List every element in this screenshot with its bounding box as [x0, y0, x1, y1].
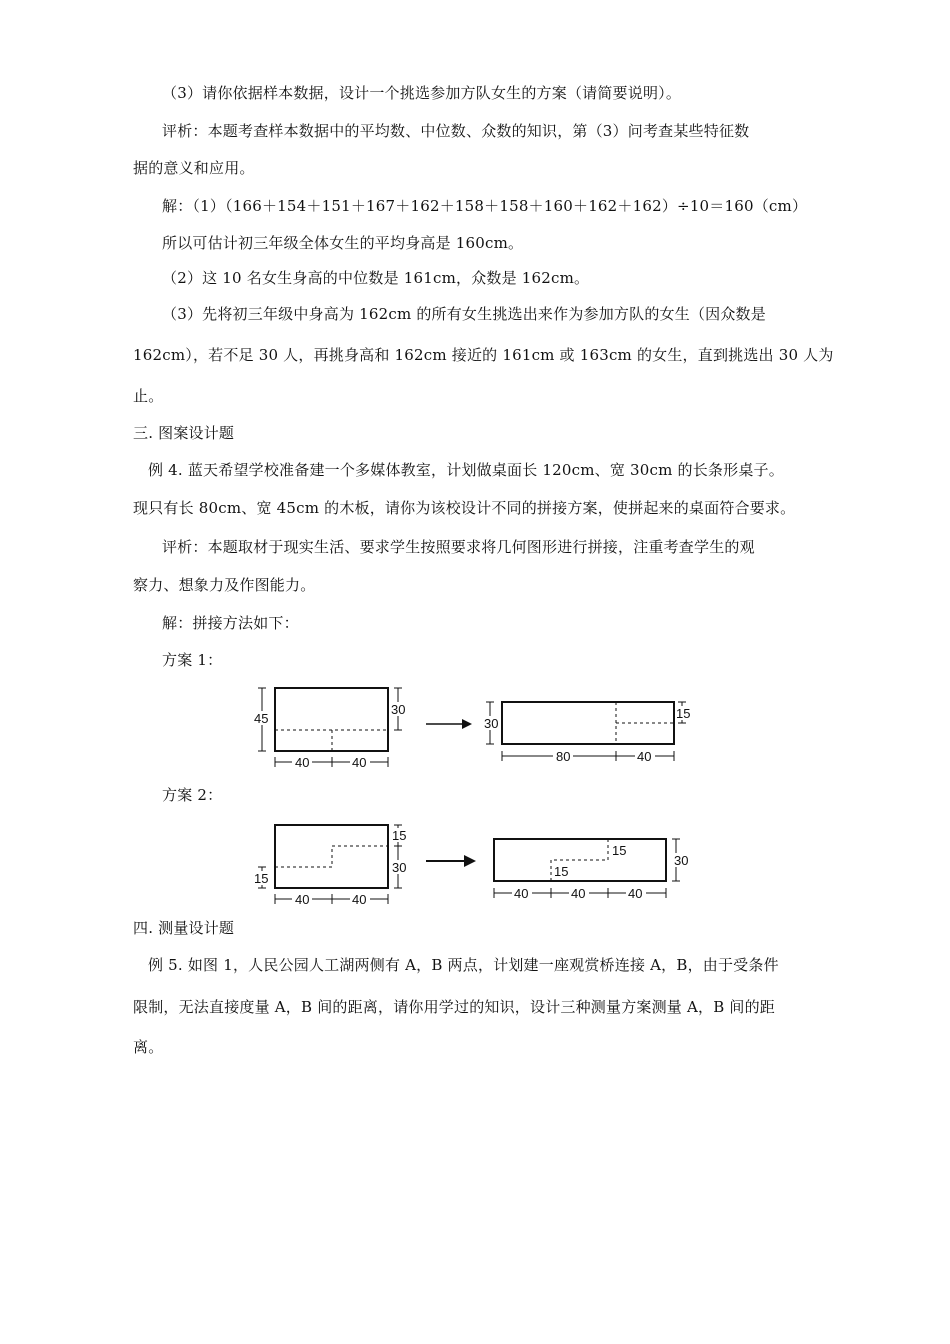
text-line-11: 例 4. 蓝天希望学校准备建一个多媒体教室，计划做桌面长 120cm、宽 30cm 的长条形桌子。	[148, 461, 784, 479]
svg-text:40: 40	[514, 886, 529, 901]
svg-text:15: 15	[612, 843, 627, 858]
svg-text:15: 15	[676, 706, 691, 721]
svg-text:40: 40	[295, 755, 310, 770]
text-line-1: （3）请你依据样本数据，设计一个挑选参加方队女生的方案（请简要说明）。	[162, 84, 682, 102]
svg-text:40: 40	[628, 886, 643, 901]
text-line-7: （3）先将初三年级中身高为 162cm 的所有女生挑选出来作为参加方队的女生（因众数是	[162, 305, 766, 323]
plan-1-diagram	[240, 680, 700, 780]
svg-text:40: 40	[571, 886, 586, 901]
text-line-4: 解：（1）（166＋154＋151＋167＋162＋158＋158＋160＋162＋162）÷10＝160（cm）	[162, 197, 808, 215]
text-line-6: （2）这 10 名女生身高的中位数是 161cm，众数是 162cm。	[162, 269, 590, 287]
text-line-21: 离。	[133, 1038, 164, 1056]
plan-1-label: 方案 1：	[162, 651, 223, 669]
svg-text:15: 15	[392, 828, 407, 843]
svg-text:45: 45	[254, 711, 269, 726]
svg-text:80: 80	[556, 749, 571, 764]
text-line-3: 据的意义和应用。	[133, 159, 255, 177]
text-line-20: 限制，无法直接度量 A，B 间的距离，请你用学过的知识，设计三种测量方案测量 A，B 间的距	[133, 998, 775, 1016]
text-line-5: 所以可估计初三年级全体女生的平均身高是 160cm。	[162, 234, 524, 252]
section-heading-3: 三. 图案设计题	[133, 424, 235, 442]
svg-text:40: 40	[352, 892, 367, 907]
text-line-14: 察力、想象力及作图能力。	[133, 576, 316, 594]
svg-text:30: 30	[674, 853, 689, 868]
text-line-8: 162cm），若不足 30 人，再挑身高和 162cm 接近的 161cm 或 163cm 的女生，直到挑选出 30 人为	[133, 346, 834, 364]
svg-text:30: 30	[484, 716, 499, 731]
plan-1-left-board	[275, 688, 388, 751]
svg-text:30: 30	[391, 702, 406, 717]
svg-text:40: 40	[637, 749, 652, 764]
plan-2-diagram	[240, 815, 700, 915]
plan-2-label: 方案 2：	[162, 786, 223, 804]
text-line-19: 例 5. 如图 1，人民公园人工湖两侧有 A，B 两点，计划建一座观赏桥连接 A，B，由于受条件	[148, 956, 779, 974]
svg-text:15: 15	[254, 871, 269, 886]
text-line-2: 评析：本题考查样本数据中的平均数、中位数、众数的知识，第（3）问考查某些特征数	[162, 122, 750, 140]
svg-text:30: 30	[392, 860, 407, 875]
text-line-13: 评析：本题取材于现实生活、要求学生按照要求将几何图形进行拼接，注重考查学生的观	[162, 538, 755, 556]
section-heading-4: 四. 测量设计题	[133, 919, 235, 937]
svg-text:40: 40	[352, 755, 367, 770]
text-line-15: 解：拼接方法如下：	[162, 614, 299, 632]
svg-text:15: 15	[554, 864, 569, 879]
svg-text:40: 40	[295, 892, 310, 907]
text-line-12: 现只有长 80cm、宽 45cm 的木板，请你为该校设计不同的拼接方案，使拼起来的桌面符合要求。	[133, 499, 796, 517]
text-line-9: 止。	[133, 387, 164, 405]
